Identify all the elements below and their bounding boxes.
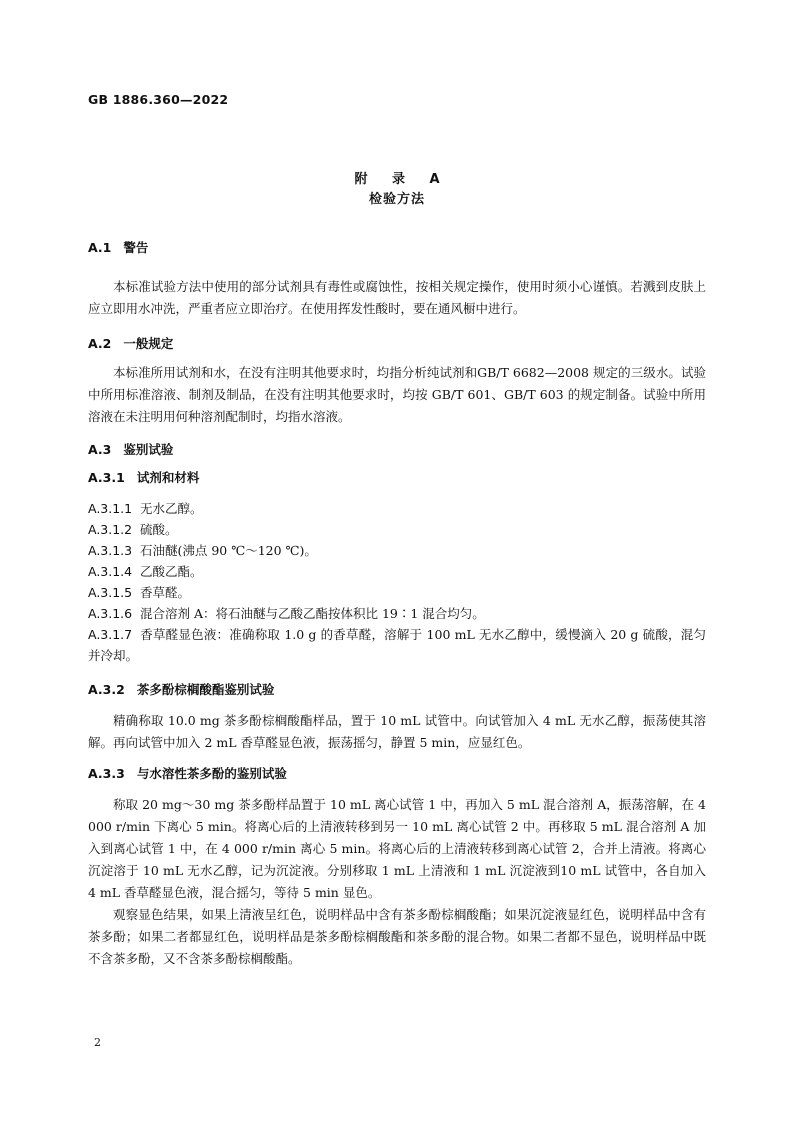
section-title: 警告	[123, 240, 149, 255]
item-number: A.3.1.2	[88, 522, 133, 537]
item-number: A.3.1.4	[88, 564, 133, 579]
section-heading-a1	[88, 238, 706, 258]
warning-paragraph: 本标准试验方法中使用的部分试剂具有毒性或腐蚀性，按相关规定操作，使用时须小心谨慎。若溅到皮肤上应立即用水冲洗，严重者应立即治疗。在使用挥发性酸时，要在通风橱中进行。	[88, 279, 706, 316]
item-text: 香草醛。	[140, 585, 191, 600]
item-number: A.3.1.5	[88, 585, 133, 600]
section-number: A.2	[88, 336, 112, 351]
section-title: 试剂和材料	[136, 470, 200, 485]
section-title: 鉴别试验	[123, 442, 174, 457]
standard-number: GB 1886.360—2022	[88, 92, 229, 107]
section-number: A.3.1	[88, 470, 125, 485]
document-body	[88, 238, 706, 970]
section-title: 与水溶性茶多酚的鉴别试验	[136, 766, 287, 781]
result-paragraph: 观察显色结果，如果上清液呈红色，说明样品中含有茶多酚棕榈酸酯；如果沉淀液显红色，说明样品中含有茶多酚；如果二者都显红色，说明样品是茶多酚棕榈酸酯和茶多酚的混合物。如果二者都不显色，说明样品中既不含茶多酚，又不含茶多酚棕榈酸酯。	[88, 907, 706, 966]
item-number: A.3.1.1	[88, 501, 133, 516]
section-heading-a3	[88, 440, 706, 460]
item-number: A.3.1.7	[88, 627, 133, 642]
section-title: 茶多酚棕榈酸酯鉴别试验	[136, 682, 275, 697]
section-title: 一般规定	[123, 336, 174, 351]
general-rules-paragraph: 本标准所用试剂和水，在没有注明其他要求时，均指分析纯试剂和GB/T 6682—2008 规定的三级水。试验中所用标准溶液、制剂及制品，在没有注明其他要求时，均按 GB/T 601、GB/T 603 的规定制备。试验中所用溶液在未注明用何种溶剂配制时，均指水溶液。	[88, 365, 706, 424]
item-text: 硫酸。	[140, 522, 178, 537]
identification-paragraph: 精确称取 10.0 mg 茶多酚棕榈酸酯样品，置于 10 mL 试管中。向试管加入 4 mL 无水乙醇，振荡使其溶解。再向试管中加入 2 mL 香草醛显色液，振荡摇匀，静置 5 min，应显红色。	[88, 713, 706, 750]
item-text: 无水乙醇。	[140, 501, 203, 516]
item-text: 石油醚(沸点 90 ℃～120 ℃)。	[140, 543, 317, 558]
item-number: A.3.1.6	[88, 606, 133, 621]
appendix-label: 附 录 A	[354, 172, 450, 187]
list-item	[88, 603, 706, 624]
section-heading-a33	[88, 764, 706, 784]
section-number: A.1	[88, 240, 112, 255]
section-heading-a2	[88, 334, 706, 354]
list-item	[88, 519, 706, 540]
section-number: A.3.2	[88, 682, 125, 697]
section-heading-a31	[88, 468, 706, 488]
procedure-paragraph: 称取 20 mg～30 mg 茶多酚样品置于 10 mL 离心试管 1 中，再加入 5 mL 混合溶剂 A，振荡溶解，在 4 000 r/min 下离心 5 min。将离心后的上清液转移到另一 10 mL 离心试管 2 中。再移取 5 mL 混合溶剂 A 加入到离心试管 1 中，在 4 000 r/min 离心 5 min。将离心后的上清液转移到离心试管 2，合并上清液。将离心沉淀溶于 10 mL 无水乙醇，记为沉淀液。分别移取 1 mL 上清液和 1 mL 沉淀液到10 mL 试管中，各自加入 4 mL 香草醛显色液，混合摇匀，等待 5 min 显色。	[88, 797, 706, 900]
page-number: 2	[94, 1036, 101, 1049]
list-item	[88, 624, 706, 666]
section-number: A.3	[88, 442, 112, 457]
list-item	[88, 561, 706, 582]
section-number: A.3.3	[88, 766, 125, 781]
section-heading-a32	[88, 680, 706, 700]
item-text: 混合溶剂 A：将石油醚与乙酸乙酯按体积比 19∶1 混合均匀。	[140, 606, 485, 621]
item-text: 香草醛显色液：准确称取 1.0 g 的香草醛，溶解于 100 mL 无水乙醇中，缓慢滴入 20 g 硫酸，混匀并冷却。	[88, 627, 706, 663]
list-item	[88, 498, 706, 519]
list-item	[88, 540, 706, 561]
list-item	[88, 582, 706, 603]
item-number: A.3.1.3	[88, 543, 133, 558]
item-text: 乙酸乙酯。	[140, 564, 203, 579]
appendix-title: 检验方法	[368, 192, 425, 207]
